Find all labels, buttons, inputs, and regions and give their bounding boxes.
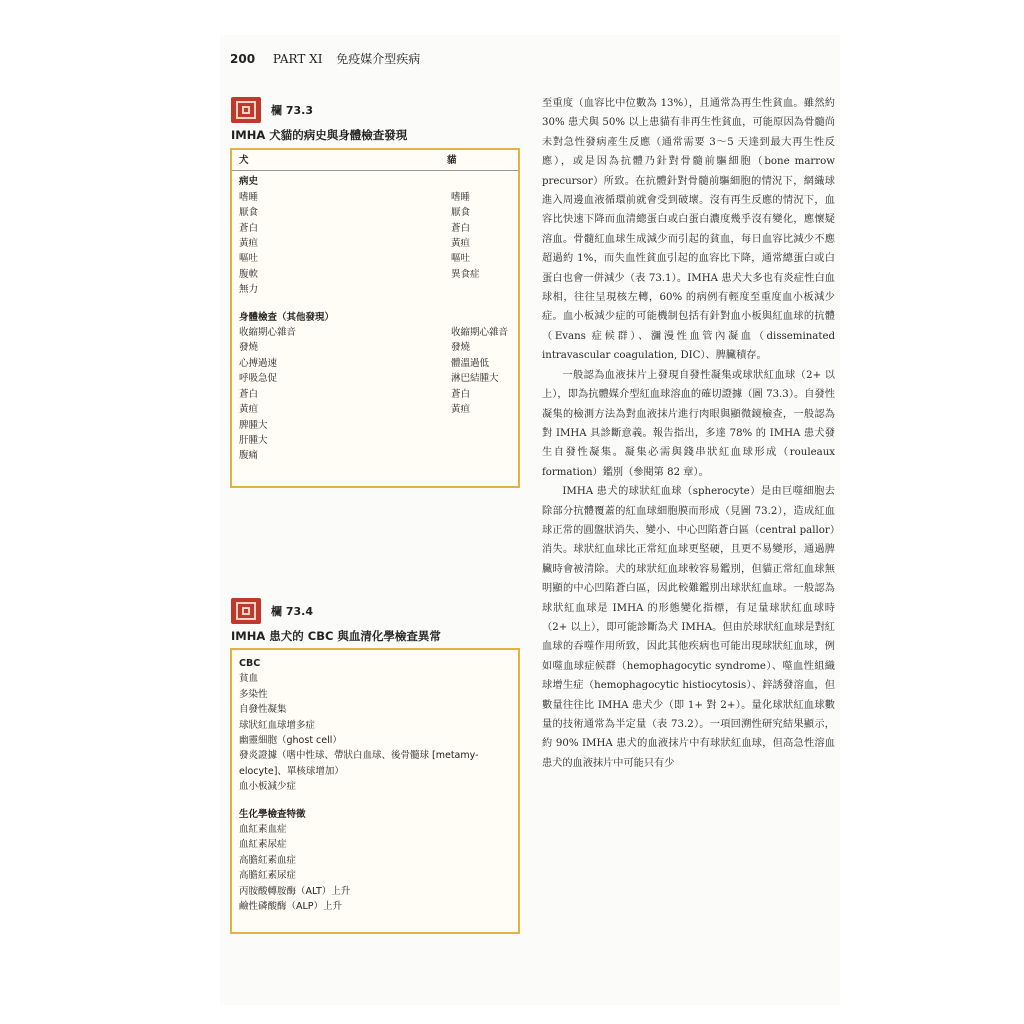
table-row — [232, 267, 518, 282]
body-text — [542, 94, 835, 773]
dog-cell: 發燒 — [239, 342, 259, 354]
col-cat: 貓 — [447, 155, 457, 166]
paragraph: 至重度（血容比中位數為 13%），且通常為再生性貧血。雖然約 30% 患犬與 50% 以上患貓有非再生性貧血，可能原因為骨髓尚未對急性發病產生反應（通常需要 3～5 天達到最大再生性反應），或是因為抗體乃針對骨髓前驅細胞（bone marrow precursor）所致。在抗體針對骨髓前驅細胞的情況下，網織球進入周邊血液循環前就會受到破壞。沒有再生反應的情況下，血容比快速下降而血清總蛋白或白蛋白濃度幾乎沒有變化，應懷疑溶血。骨髓紅血球生成減少而引起的貧血，每日血容比減少不應超過約 1%，而失血性貧血引起的血容比下降，通常總蛋白或白蛋白也會一併減少（表 73.1）。IMHA 患犬大多也有炎症性白血球相，往往呈現核左轉，60% 的病例有輕度至重度血小板減少症。血小板減少症的可能機制包括有針對血小板與紅血球的抗體（Evans 症候群）、瀰漫性血管內凝血（disseminated intravascular coagulation, DIC）、脾臟積存。 — [542, 98, 835, 362]
cat-cell: 黃疸 — [451, 404, 471, 416]
cat-cell — [451, 282, 510, 297]
list-item: 發炎證據（嗜中性球、帶狀白血球、後骨髓球 [metamy- — [239, 750, 479, 762]
box1-title: IMHA 犬貓的病史與身體檢查發現 — [231, 128, 408, 142]
cbc-list — [232, 671, 518, 794]
box-icon — [231, 97, 261, 123]
box2-table — [230, 648, 520, 934]
box2-number: 欄 73.4 — [271, 605, 313, 618]
part-label: PART XI — [272, 52, 323, 66]
cat-cell — [451, 418, 510, 433]
page-number: 200 — [230, 52, 256, 66]
history-list — [232, 190, 518, 298]
cat-cell: 厭食 — [451, 207, 471, 219]
list-item: 幽靈細胞（ghost cell） — [239, 735, 342, 747]
cat-cell: 異食症 — [451, 268, 480, 280]
table-row — [232, 371, 518, 386]
dog-cell: 腹痛 — [239, 450, 259, 462]
cat-cell: 淋巴結腫大 — [451, 373, 499, 385]
table-row — [232, 418, 518, 433]
list-item: 高膽紅素尿症 — [239, 870, 297, 882]
table-row — [232, 251, 518, 266]
page-header — [230, 50, 420, 67]
box-icon — [231, 598, 261, 624]
table-row — [232, 205, 518, 220]
table-row — [232, 340, 518, 355]
table-row — [232, 236, 518, 251]
box1-table — [230, 148, 520, 488]
list-item: 鹼性磷酸酶（ALP）上升 — [239, 901, 343, 913]
exam-list — [232, 325, 518, 464]
box1-section-exam: 身體檢查（其他發現） — [239, 311, 335, 323]
list-item: 血小板減少症 — [239, 781, 297, 793]
cat-cell: 蒼白 — [451, 388, 471, 400]
cat-cell: 發燒 — [451, 342, 471, 354]
dog-cell: 呼吸急促 — [239, 373, 278, 385]
box2-title: IMHA 患犬的 CBC 與血清化學檢查異常 — [231, 629, 441, 643]
list-item: 丙胺酸轉胺酶（ALT）上升 — [239, 885, 351, 897]
dog-cell: 心搏過速 — [239, 357, 278, 369]
dog-cell: 嘔吐 — [239, 253, 259, 265]
dog-cell: 腹軟 — [239, 268, 259, 280]
paragraph: 一般認為血液抹片上發現自發性凝集或球狀紅血球（2+ 以上），即為抗體媒介型紅血球溶血的確切證據（圖 73.3）。自發性凝集的檢測方法為對血液抹片進行肉眼與顯微鏡檢查，一般認為對 IMHA 具診斷意義。報告指出，多達 78% 的 IMHA 患犬發生自發性凝集。凝集必需與錢串狀紅血球形成（rouleaux formation）鑑別（參閱第 82 章）。 — [542, 369, 835, 478]
table-row — [232, 433, 518, 448]
dog-cell: 蒼白 — [239, 388, 259, 400]
cat-cell: 嘔吐 — [451, 253, 471, 265]
dog-cell: 黃疸 — [239, 404, 259, 416]
table-row — [232, 221, 518, 236]
table-row — [232, 356, 518, 371]
list-item: 多染性 — [239, 688, 268, 700]
list-item: 貧血 — [239, 673, 259, 685]
cat-cell: 蒼白 — [451, 222, 471, 234]
list-item: 自發性凝集 — [239, 704, 287, 716]
dog-cell: 脾腫大 — [239, 419, 268, 431]
table-row — [232, 325, 518, 340]
dog-cell: 嗜睡 — [239, 191, 259, 203]
table-row — [232, 282, 518, 297]
box2-section-chem: 生化學檢查特徵 — [239, 808, 306, 820]
dog-cell: 肝腫大 — [239, 434, 268, 446]
table-row — [232, 402, 518, 417]
table-row — [232, 387, 518, 402]
list-item: elocyte]、單核球增加） — [239, 765, 344, 777]
cat-cell: 黃疸 — [451, 238, 471, 250]
chapter-title: 免疫媒介型疾病 — [336, 52, 421, 66]
cat-cell: 體溫過低 — [451, 357, 490, 369]
table-row — [232, 190, 518, 205]
cat-cell: 嗜睡 — [451, 191, 471, 203]
dog-cell: 蒼白 — [239, 222, 259, 234]
col-dog: 犬 — [239, 155, 249, 166]
dog-cell: 厭食 — [239, 207, 259, 219]
box1-section-history: 病史 — [239, 176, 259, 188]
list-item: 血紅素尿症 — [239, 839, 287, 851]
list-item: 高膽紅素血症 — [239, 854, 297, 866]
chem-list — [232, 822, 518, 914]
paragraph: IMHA 患犬的球狀紅血球（spherocyte）是由巨噬細胞去除部分抗體覆蓋的紅血球細胞膜而形成（見圖 73.2），造成紅血球正常的圓盤狀消失、變小、中心凹陷蒼白區（central pallor）消失。球狀紅血球比正常紅血球更堅硬，且更不易變形，通過脾臟時會被清除。犬的球狀紅血球較容易鑑別，但貓正常紅血球無明顯的中心凹陷蒼白區，因此較難鑑別出球狀紅血球。一般認為球狀紅血球是 IMHA 的形態變化指標，有足量球狀紅血球時（2+ 以上），即可能診斷為犬 IMHA。但由於球狀紅血球是對紅血球的吞噬作用所致，因此其他疾病也可能出現球狀紅血球，例如噬血球症候群（hemophagocytic syndrome）、噬血性組織球增生症（hemophagocytic histiocytosis）、鋅誘發溶血，但數量往往比 IMHA 患犬少（即 1+ 對 2+）。量化球狀紅血球數量的技術通常為半定量（表 73.2）。一項回溯性研究結果顯示，約 90% IMHA 患犬的血液抹片中有球狀紅血球，但高急性溶血患犬的血液抹片中可能只有少 — [542, 486, 835, 769]
dog-cell: 收縮期心雜音 — [239, 327, 297, 339]
cat-cell — [451, 433, 510, 448]
cat-cell: 收縮期心雜音 — [451, 327, 509, 339]
list-item: 球狀紅血球增多症 — [239, 719, 316, 731]
box1-number: 欄 73.3 — [271, 104, 313, 117]
dog-cell: 無力 — [239, 284, 259, 296]
cat-cell — [451, 448, 510, 463]
dog-cell: 黃疸 — [239, 238, 259, 250]
table-row — [232, 448, 518, 463]
box1-header-row — [232, 150, 518, 171]
list-item: 血紅素血症 — [239, 824, 287, 836]
box2-section-cbc: CBC — [239, 658, 261, 669]
